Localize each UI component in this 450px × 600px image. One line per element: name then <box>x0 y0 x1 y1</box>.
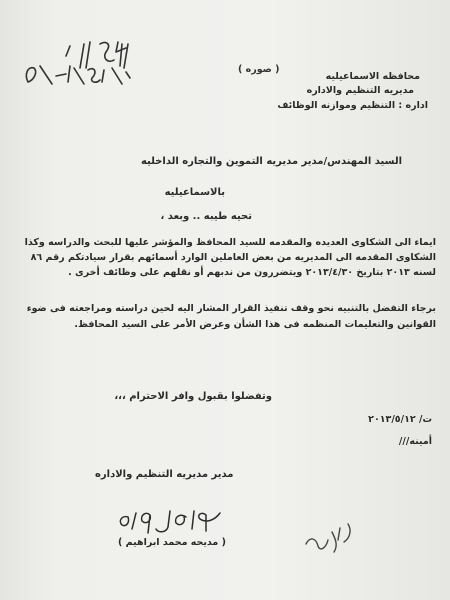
paragraph-2-line-1: برجاء التفضل بالتنبيه نحو وقف تنفيذ القرار المشار اليه لحين دراسته ومراجعته فى ضوء <box>26 303 436 314</box>
paragraph-2-line-2: القوانين والتعليمات المنظمه فى هذا الشأن وعرض الأمر على السيد المحافظ. <box>74 319 436 330</box>
secondary-signature <box>300 518 360 558</box>
handwritten-reference <box>22 38 137 88</box>
closing-line: وتفضلوا بقبول وافر الاحترام ،،، <box>114 391 272 402</box>
directorate-name: مديريه التنظيم والاداره <box>306 85 414 96</box>
amina-line: أمينه/// <box>398 436 432 447</box>
handwritten-signature <box>110 503 230 541</box>
date-line: ت/ ٢٠١٣/٥/١٢ <box>368 414 432 425</box>
paragraph-1-line-1: ايماء الى الشكاوى العديده والمقدمه للسيد المحافظ والمؤشر عليها للبحث والدراسه وكذا <box>24 237 436 248</box>
governorate-name: محافظه الاسماعيليه <box>325 71 420 82</box>
paragraph-1-line-3: لسنه ٢٠١٣ بتاريخ ٢٠١٣/٤/٣٠ ويتضررون من ندبهم أو نقلهم على وظائف أخرى . <box>68 267 436 278</box>
recipient-title: السيد المهندس/مدير مديريه التموين والتجاره الداخليه <box>140 156 402 167</box>
department-name: اداره : التنظيم وموازنه الوظائف <box>277 100 428 111</box>
recipient-city: بالاسماعيليه <box>164 187 225 198</box>
greeting: تحيه طيبه .. وبعد ، <box>160 211 252 222</box>
copy-mark: ( صوره ) <box>238 64 280 75</box>
paragraph-1-line-2: الشكاوى المقدمه الى المديريه من بعض العاملين الوارد أسمائهم بقرار سيادتكم رقم ٨٦ <box>30 252 436 263</box>
signatory-name: ( مديحه محمد ابراهيم ) <box>118 537 226 548</box>
signatory-title: مدير مديريه التنظيم والاداره <box>95 469 234 480</box>
